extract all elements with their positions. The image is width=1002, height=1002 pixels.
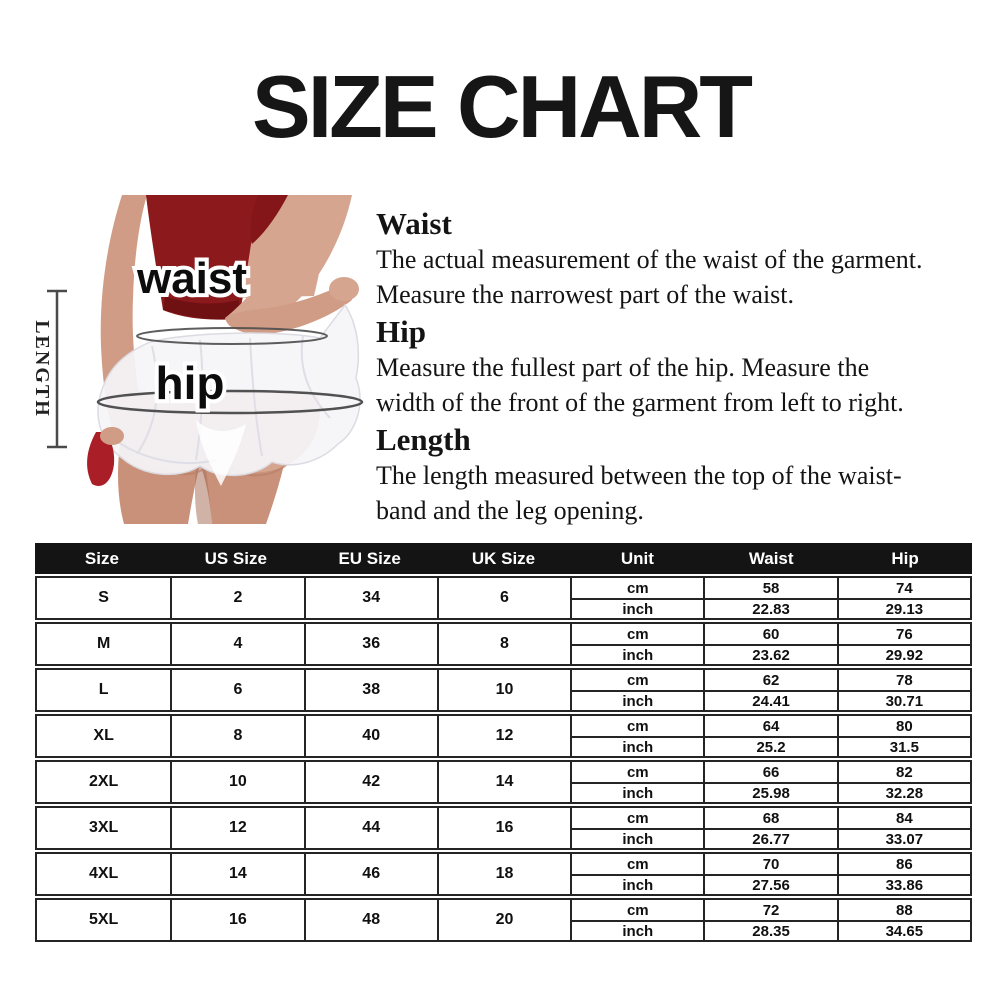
- unit-inch-cell: inch: [570, 598, 703, 618]
- waist-inch-cell: 25.98: [703, 782, 836, 802]
- size-cell: L: [98, 681, 109, 698]
- size-cell: 4XL: [88, 865, 119, 882]
- hip-cm-cell: 84: [837, 808, 970, 828]
- column-header-us: US Size: [204, 548, 267, 568]
- us-size-cell: 16: [170, 900, 303, 940]
- unit-inch-cell: inch: [570, 690, 703, 710]
- hip-inch-cell: 31.5: [837, 736, 970, 756]
- hip-label: hip: [155, 357, 225, 409]
- us-size-cell: 12: [170, 808, 303, 848]
- hand: [329, 277, 359, 301]
- uk-size-cell: 18: [437, 854, 570, 894]
- waist-cm-cell: 58: [703, 578, 836, 598]
- column-header-waist: Waist: [748, 548, 794, 568]
- size-row-group: [35, 760, 972, 804]
- waist-inch-cell: 28.35: [703, 920, 836, 940]
- eu-size-cell: 38: [304, 670, 437, 710]
- uk-size-cell: 14: [437, 762, 570, 802]
- us-size-cell: 2: [170, 578, 303, 618]
- hip-inch-cell: 32.28: [837, 782, 970, 802]
- column-header-hip: Hip: [891, 548, 919, 568]
- guide-text-line: band and the leg opening.: [376, 496, 644, 525]
- waist-cm-cell: 64: [703, 716, 836, 736]
- uk-size-cell: 6: [437, 578, 570, 618]
- hip-cm-cell: 78: [837, 670, 970, 690]
- guide-section-length: [376, 422, 994, 528]
- guide-heading: Length: [376, 422, 471, 457]
- unit-cm-cell: cm: [570, 854, 703, 874]
- eu-size-cell: 44: [304, 808, 437, 848]
- us-size-cell: 8: [170, 716, 303, 756]
- unit-inch-cell: inch: [570, 874, 703, 894]
- unit-cm-cell: cm: [570, 578, 703, 598]
- waist-cm-cell: 70: [703, 854, 836, 874]
- hip-inch-cell: 34.65: [837, 920, 970, 940]
- hip-cm-cell: 76: [837, 624, 970, 644]
- guide-section-hip: [376, 314, 994, 420]
- size-cell: S: [98, 589, 109, 606]
- size-table: [35, 543, 972, 942]
- hip-inch-cell: 29.92: [837, 644, 970, 664]
- size-cell: 3XL: [88, 819, 119, 836]
- guide-text-line: Measure the fullest part of the hip. Measure the: [376, 353, 870, 382]
- eu-size-cell: 42: [304, 762, 437, 802]
- size-cell: XL: [93, 727, 114, 744]
- size-row-group: [35, 576, 972, 620]
- unit-inch-cell: inch: [570, 782, 703, 802]
- uk-size-cell: 10: [437, 670, 570, 710]
- column-header-uk: UK Size: [471, 548, 536, 568]
- guide-heading: Hip: [376, 314, 426, 349]
- waist-inch-cell: 23.62: [703, 644, 836, 664]
- waist-cm-cell: 68: [703, 808, 836, 828]
- measuring-guide: [376, 206, 994, 530]
- guide-section-waist: [376, 206, 994, 312]
- unit-inch-cell: inch: [570, 920, 703, 940]
- column-header-unit: Unit: [620, 548, 654, 568]
- table-body: [35, 576, 972, 942]
- eu-size-cell: 36: [304, 624, 437, 664]
- column-header-eu: EU Size: [338, 548, 401, 568]
- size-row-group: [35, 622, 972, 666]
- unit-inch-cell: inch: [570, 736, 703, 756]
- uk-size-cell: 12: [437, 716, 570, 756]
- uk-size-cell: 20: [437, 900, 570, 940]
- us-size-cell: 10: [170, 762, 303, 802]
- unit-cm-cell: cm: [570, 716, 703, 736]
- hip-cm-cell: 74: [837, 578, 970, 598]
- unit-cm-cell: cm: [570, 762, 703, 782]
- hip-cm-cell: 86: [837, 854, 970, 874]
- waist-cm-cell: 60: [703, 624, 836, 644]
- hip-inch-cell: 30.71: [837, 690, 970, 710]
- hip-inch-cell: 33.86: [837, 874, 970, 894]
- guide-heading: Waist: [376, 206, 452, 241]
- guide-text-line: width of the front of the garment from left to right.: [376, 388, 904, 417]
- unit-cm-cell: cm: [570, 624, 703, 644]
- waist-cm-cell: 72: [703, 900, 836, 920]
- hip-cm-cell: 88: [837, 900, 970, 920]
- guide-text-line: Measure the narrowest part of the waist.: [376, 280, 795, 309]
- waist-inch-cell: 27.56: [703, 874, 836, 894]
- waist-inch-cell: 25.2: [703, 736, 836, 756]
- unit-inch-cell: inch: [570, 828, 703, 848]
- eu-size-cell: 46: [304, 854, 437, 894]
- us-size-cell: 6: [170, 670, 303, 710]
- size-cell: M: [96, 635, 111, 652]
- hip-inch-cell: 33.07: [837, 828, 970, 848]
- uk-size-cell: 16: [437, 808, 570, 848]
- waist-cm-cell: 62: [703, 670, 836, 690]
- guide-text-line: The actual measurement of the waist of the garment.: [376, 245, 923, 274]
- page-title: SIZE CHART: [252, 57, 750, 156]
- waist-inch-cell: 26.77: [703, 828, 836, 848]
- length-label: LENGTH: [31, 320, 53, 418]
- size-row-group: [35, 668, 972, 712]
- eu-size-cell: 40: [304, 716, 437, 756]
- left-hand: [100, 427, 124, 445]
- waist-label: waist: [136, 254, 248, 303]
- waist-inch-cell: 22.83: [703, 598, 836, 618]
- size-row-group: [35, 714, 972, 758]
- waist-inch-cell: 24.41: [703, 690, 836, 710]
- table-header-row: [35, 543, 972, 574]
- waist-cm-cell: 66: [703, 762, 836, 782]
- uk-size-cell: 8: [437, 624, 570, 664]
- size-cell: 5XL: [88, 911, 119, 928]
- size-row-group: [35, 806, 972, 850]
- column-header-size: Size: [84, 548, 119, 568]
- eu-size-cell: 34: [304, 578, 437, 618]
- hip-cm-cell: 80: [837, 716, 970, 736]
- size-cell: 2XL: [88, 773, 119, 790]
- size-row-group: [35, 852, 972, 896]
- unit-cm-cell: cm: [570, 808, 703, 828]
- us-size-cell: 14: [170, 854, 303, 894]
- hip-cm-cell: 82: [837, 762, 970, 782]
- size-row-group: [35, 898, 972, 942]
- eu-size-cell: 48: [304, 900, 437, 940]
- guide-text-line: The length measured between the top of the waist-: [376, 461, 902, 490]
- us-size-cell: 4: [170, 624, 303, 664]
- unit-inch-cell: inch: [570, 644, 703, 664]
- hip-inch-cell: 29.13: [837, 598, 970, 618]
- product-photo: [10, 195, 372, 532]
- unit-cm-cell: cm: [570, 900, 703, 920]
- unit-cm-cell: cm: [570, 670, 703, 690]
